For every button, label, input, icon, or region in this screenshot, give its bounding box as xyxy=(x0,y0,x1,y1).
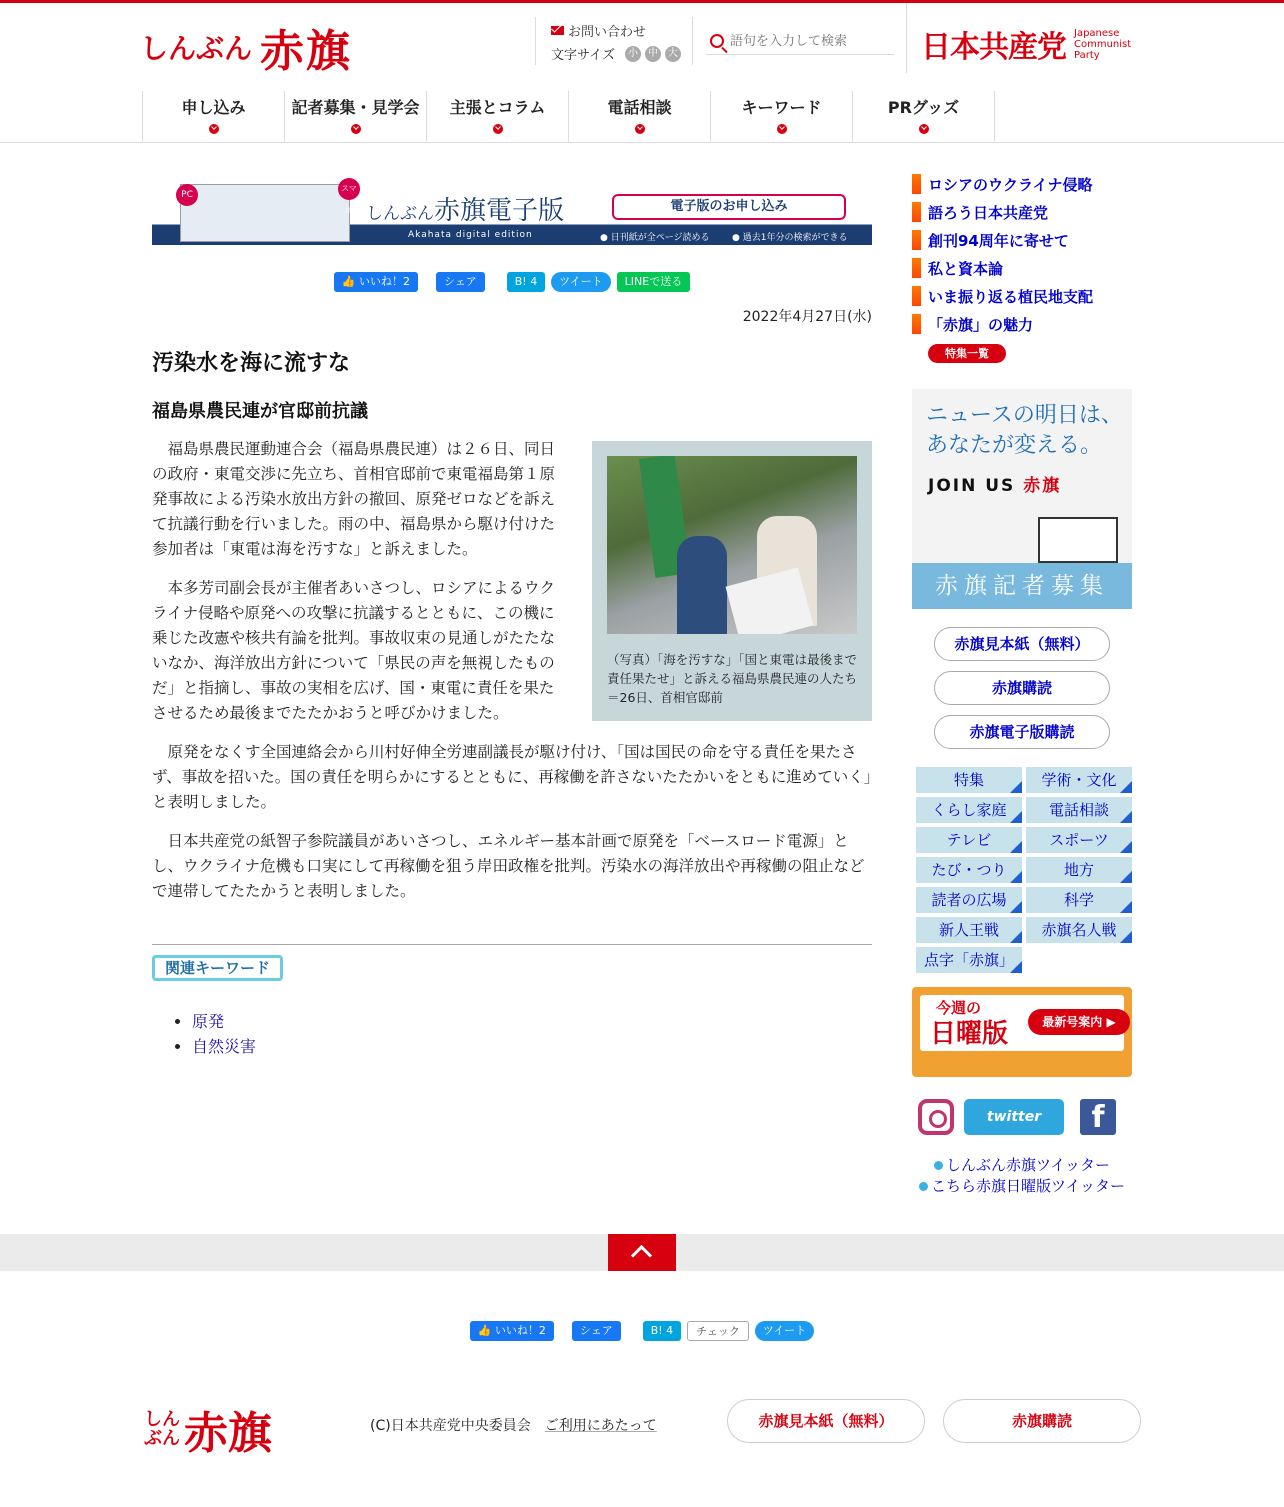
tweet-button[interactable]: ツイート xyxy=(755,1321,814,1341)
chevron-down-icon xyxy=(777,124,787,134)
facebook-like-button[interactable]: 👍 いいね！2 xyxy=(334,272,418,292)
feature-link[interactable] xyxy=(912,226,1132,254)
article-photo xyxy=(592,441,872,721)
category-link[interactable]: 特集 xyxy=(916,767,1022,793)
category-link[interactable]: たび・つり xyxy=(916,857,1022,883)
font-size-medium-button[interactable]: 中 xyxy=(645,46,661,62)
site-logo[interactable] xyxy=(140,15,352,79)
font-size-label: 文字サイズ xyxy=(551,48,615,63)
chevron-down-icon xyxy=(919,124,929,134)
joinus-band: 赤旗記者募集 xyxy=(912,563,1132,609)
list-item xyxy=(192,1034,872,1059)
feature-label: 私と資本論 xyxy=(928,259,1004,278)
keyword-link[interactable]: 自然災害 xyxy=(192,1037,257,1056)
share-bar xyxy=(152,272,872,292)
sunday-title: 日曜版 xyxy=(930,1019,1009,1049)
newspaper-illustration xyxy=(1038,517,1118,563)
related-keywords-header: 関連キーワード xyxy=(152,955,283,981)
nav-label: PRグッズ xyxy=(887,98,960,117)
nav-label: 記者募集・見学会 xyxy=(291,98,420,117)
footer-sample-paper-button[interactable]: 赤旗見本紙（無料） xyxy=(727,1399,925,1443)
banner-title-small: しんぶん xyxy=(366,204,434,224)
article-title: 汚染水を海に流すな xyxy=(152,351,351,376)
footer-share-bar xyxy=(0,1321,1284,1341)
jcp-logo[interactable] xyxy=(906,3,1131,73)
article-paragraph: 原発をなくす全国連絡会から川村好伸全労連副議長が駆け付け、「国は国民の命を守る責任を果たさず、事故を招いた。国の責任を明らかにするとともに、再稼働を許さないたたかいをともに進めていく」と表明しました。 xyxy=(152,743,872,811)
font-size-control xyxy=(551,44,692,63)
category-link[interactable]: 電話相談 xyxy=(1026,797,1132,823)
bullet-bar xyxy=(912,230,921,250)
article-body xyxy=(152,437,872,1059)
feature-label: いま振り返る植民地支配 xyxy=(928,287,1094,306)
line-share-button[interactable]: LINEで送る xyxy=(617,272,691,292)
photo-sign xyxy=(726,567,814,634)
bullet-icon xyxy=(934,1161,943,1170)
banner-title xyxy=(366,190,564,227)
sunday-edition-banner[interactable] xyxy=(912,987,1132,1077)
chevron-down-icon xyxy=(635,124,645,134)
logo-small: しんぶん xyxy=(140,32,253,65)
joinus-tag-text: JOIN US xyxy=(928,476,1016,496)
feature-link[interactable] xyxy=(912,310,1132,338)
category-link[interactable]: くらし家庭 xyxy=(916,797,1022,823)
photo-person xyxy=(677,536,727,634)
list-item xyxy=(192,1009,872,1034)
joinus-tag xyxy=(928,471,1061,496)
font-size-large-button[interactable]: 大 xyxy=(665,46,681,62)
twitter-link-label: こちら赤旗日曜版ツイッター xyxy=(931,1177,1125,1195)
banner-feature: ● 過去1年分の検索ができる xyxy=(732,233,848,243)
category-grid xyxy=(916,767,1132,973)
search-icon[interactable] xyxy=(710,34,724,48)
jcp-en xyxy=(1074,28,1131,61)
category-link[interactable]: 地方 xyxy=(1026,857,1132,883)
category-link[interactable]: 新人王戦 xyxy=(916,917,1022,943)
joinus-tag-red: 赤旗 xyxy=(1023,476,1062,496)
feature-link[interactable] xyxy=(912,254,1132,282)
sunday-latest-button[interactable]: 最新号案内 ▶ xyxy=(1028,1009,1130,1035)
jcp-en-line: Japanese xyxy=(1074,27,1120,39)
hatena-bookmark-button[interactable]: B! 4 xyxy=(643,1321,681,1341)
pc-badge: PC xyxy=(176,184,198,206)
site-footer xyxy=(0,1395,1284,1459)
footer-subscribe-button[interactable]: 赤旗購読 xyxy=(943,1399,1141,1443)
feature-link[interactable] xyxy=(912,282,1132,310)
twitter-link[interactable] xyxy=(912,1176,1132,1197)
feature-label: ロシアのウクライナ侵略 xyxy=(928,175,1093,194)
back-to-top-bar xyxy=(0,1234,1284,1271)
chevron-down-icon xyxy=(209,124,219,134)
tweet-button[interactable]: ツイート xyxy=(551,272,610,292)
twitter-link-label: しんぶん赤旗ツイッター xyxy=(946,1156,1110,1174)
protest-photo-image[interactable] xyxy=(607,456,857,634)
nav-item-apply[interactable] xyxy=(143,91,285,143)
hatena-bookmark-button[interactable]: B! 4 xyxy=(507,272,545,292)
article-date: 2022年4月27日(水) xyxy=(742,309,872,325)
search-input[interactable] xyxy=(730,33,880,48)
twitter-link[interactable] xyxy=(912,1155,1132,1176)
twitter-follow-button[interactable]: twitter xyxy=(964,1099,1064,1135)
category-link[interactable]: 赤旗名人戦 xyxy=(1026,917,1132,943)
facebook-like-button[interactable]: 👍 いいね！2 xyxy=(470,1321,554,1341)
facebook-share-button[interactable]: シェア xyxy=(436,272,485,292)
photo-caption: （写真）「海を汚すな」「国と東電は最後まで責任果たせ」と訴える福島県農民連の人たち＝26日、首相官邸前 xyxy=(607,652,858,705)
main-nav xyxy=(142,91,995,143)
category-link[interactable]: テレビ xyxy=(916,827,1022,853)
sidebar xyxy=(912,170,1132,1197)
feature-label: 創刊94周年に寄せて xyxy=(928,231,1069,250)
bullet-bar xyxy=(912,314,921,334)
nav-label: 申し込み xyxy=(181,98,246,117)
nav-item-phone[interactable] xyxy=(569,91,711,143)
nav-label: 主張とコラム xyxy=(449,98,546,117)
sample-paper-button[interactable]: 赤旗見本紙（無料） xyxy=(934,627,1110,661)
feature-label: 語ろう日本共産党 xyxy=(928,203,1049,222)
feature-link[interactable] xyxy=(912,170,1132,198)
smartphone-badge: スマホ xyxy=(338,178,360,200)
contact-link[interactable] xyxy=(551,21,692,40)
banner-apply-button[interactable]: 電子版のお申し込み xyxy=(612,194,846,220)
jcp-en-line: Party xyxy=(1074,49,1100,61)
nav-label: 電話相談 xyxy=(607,98,672,117)
article-subtitle: 福島県農民連が官邸前抗議 xyxy=(152,401,368,422)
banner-feature: ● 日刊紙が全ページ読める xyxy=(600,233,710,243)
utility-box xyxy=(535,17,693,65)
banner-title-big: 赤旗電子版 xyxy=(434,196,565,226)
keyword-link[interactable]: 原発 xyxy=(192,1012,225,1031)
chevron-down-icon xyxy=(493,124,503,134)
nav-item-recruit[interactable] xyxy=(285,91,427,143)
join-us-banner[interactable] xyxy=(912,389,1132,609)
devices-illustration xyxy=(180,184,350,242)
digital-edition-banner[interactable] xyxy=(152,184,872,245)
jcp-name: 日本共産党 xyxy=(921,30,1066,65)
main-content xyxy=(152,184,872,1059)
mail-icon xyxy=(551,26,564,35)
category-link[interactable]: スポーツ xyxy=(1026,827,1132,853)
footer-logo-small: しんぶん xyxy=(144,1409,180,1449)
footer-logo-big: 赤旗 xyxy=(184,1408,272,1459)
nav-label: キーワード xyxy=(741,98,822,117)
category-link[interactable]: 科学 xyxy=(1026,887,1132,913)
social-links xyxy=(918,1099,1132,1135)
mixi-check-button[interactable]: チェック xyxy=(687,1321,749,1341)
digital-subscribe-button[interactable]: 赤旗電子版購読 xyxy=(934,715,1110,749)
footer-logo[interactable] xyxy=(144,1397,272,1461)
contact-label: お問い合わせ xyxy=(568,25,647,40)
chevron-down-icon xyxy=(351,124,361,134)
category-link[interactable]: 学術・文化 xyxy=(1026,767,1132,793)
subscribe-button[interactable]: 赤旗購読 xyxy=(934,671,1110,705)
feature-list-all-button[interactable]: 特集一覧 xyxy=(928,344,1006,363)
copyright-text: (C)日本共産党中央委員会 xyxy=(370,1418,531,1434)
joinus-line: ニュースの明日は、 xyxy=(926,403,1123,428)
terms-link[interactable]: ご利用にあたって xyxy=(544,1418,657,1434)
nav-item-keyword[interactable] xyxy=(711,91,853,143)
nav-item-column[interactable] xyxy=(427,91,569,143)
feature-label: 「赤旗」の魅力 xyxy=(928,315,1034,334)
bullet-icon xyxy=(919,1182,928,1191)
site-header xyxy=(0,3,1284,143)
article-paragraph: 福島県農民運動連合会（福島県農民連）は２６日、同日の政府・東電交渉に先立ち、首相官邸前で東電福島第１原発事故による汚染水放出方針の撤回、原発ゼロなどを訴えて抗議行動を行いました。雨の中、福島県から駆け付けた参加者は「東電は海を汚すな」と訴えました。 xyxy=(152,440,556,558)
bullet-bar xyxy=(912,286,921,306)
category-link[interactable]: 読者の広場 xyxy=(916,887,1022,913)
facebook-share-button[interactable]: シェア xyxy=(572,1321,621,1341)
joinus-headline xyxy=(926,401,1123,461)
bullet-bar xyxy=(912,202,921,222)
font-size-small-button[interactable]: 小 xyxy=(625,46,641,62)
feature-list xyxy=(912,170,1132,338)
copyright xyxy=(370,1415,657,1435)
back-to-top-button[interactable] xyxy=(608,1234,676,1271)
instagram-icon[interactable] xyxy=(918,1099,954,1135)
logo-big: 赤旗 xyxy=(260,26,353,77)
related-keywords xyxy=(152,944,872,1059)
sunday-this-week: 今週の xyxy=(936,999,982,1017)
search-box xyxy=(706,27,894,55)
nav-item-goods[interactable] xyxy=(853,91,995,143)
jcp-en-line: Communist xyxy=(1074,38,1132,50)
article-paragraph: 本多芳司副会長が主催者あいさつし、ロシアによるウクライナ侵略や原発への攻撃に抗議するとともに、この機に乗じた改憲や核共有論を批判。事故収束の見通しがたたないなか、海洋放出方針について「県民の声を無視したものだ」と指摘し、事故の実相を広げ、国・東電に責任を果たさせるため最後までたたかおうと呼びかけました。 xyxy=(152,579,556,722)
bullet-bar xyxy=(912,174,921,194)
twitter-links xyxy=(912,1155,1132,1197)
facebook-icon[interactable]: f xyxy=(1080,1099,1116,1135)
article-paragraph: 日本共産党の紙智子参院議員があいさつし、エネルギー基本計画で原発を「ベースロード電源」とし、ウクライナ危機も口実にして再稼働を狙う岸田政権を批判。汚染水の海洋放出や再稼働の阻止などで連帯してたたかうと表明しました。 xyxy=(152,832,865,900)
keyword-list xyxy=(192,1009,872,1059)
joinus-line: あなたが変える。 xyxy=(926,433,1103,458)
feature-link[interactable] xyxy=(912,198,1132,226)
bullet-bar xyxy=(912,258,921,278)
category-link[interactable]: 点字「赤旗」 xyxy=(916,947,1022,973)
banner-subtitle: Akahata digital edition xyxy=(408,230,533,240)
